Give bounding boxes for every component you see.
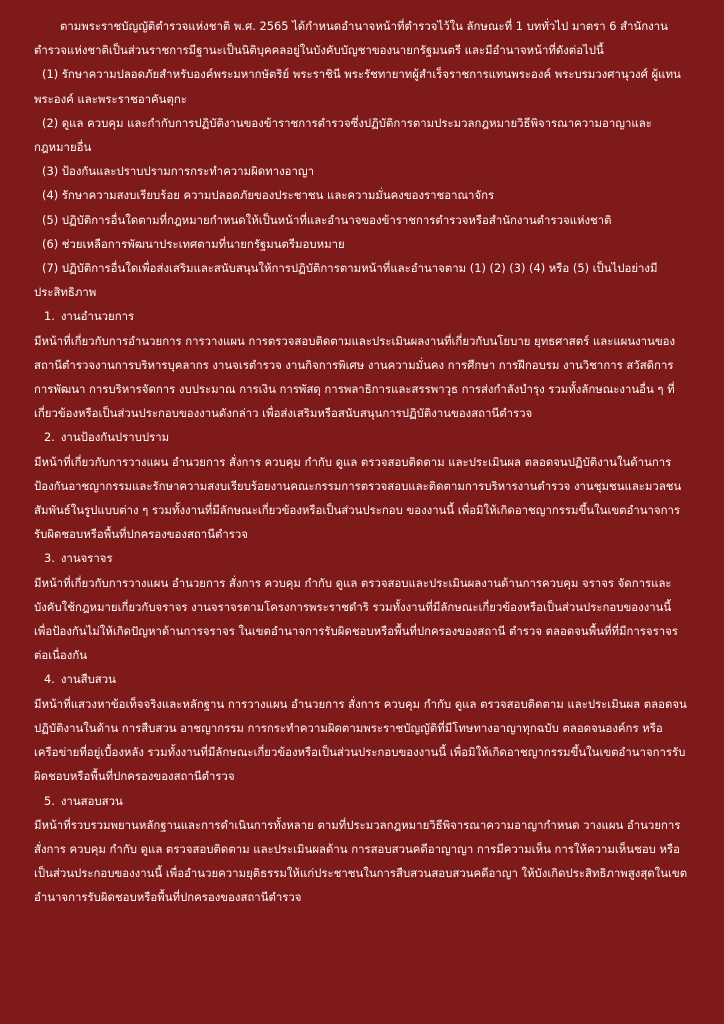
section-body-1: มีหน้าที่เกี่ยวกับการอำนวยการ การวางแผน การตรวจสอบติดตามและประเมินผลงานที่เกี่ยวกับนโยบาย ยุทธศาสตร์ และแผนงานของสถานีตำรวจงานการบริหารบุคลากร งานจเรตำรวจ งานกิจการพิเศษ งานความมั่นคง การศึกษา การฝึกอบรม งานวิชาการ สวัสดิการ การพัฒนา การบริหารจัดการ งบประมาณ การเงิน การพัสดุ การพลาธิการและสรรพาวุธ การส่งกำลังบำรุง รวมทั้งลักษณะงานอื่น ๆ ที่เกี่ยวข้องหรือเป็นส่วนประกอบของงานดังกล่าว เพื่อส่งเสริมหรือสนับสนุนการปฏิบัติงานของสถานีตำรวจ: [34, 333, 676, 421]
section-number: 5.: [44, 793, 55, 808]
duty-item-6: (6) ช่วยเหลือการพัฒนาประเทศตามที่นายกรัฐมนตรีมอบหมาย: [42, 236, 345, 251]
section-body-3: มีหน้าที่เกี่ยวกับการวางแผน อำนวยการ สั่งการ ควบคุม กำกับ ดูแล ตรวจสอบและประเมินผลงานด้านการควบคุม จราจร จัดการและบังคับใช้กฎหมายเกี่ยวกับจราจร งานจราจรตามโครงการพระราชดำริ รวมทั้งงานที่มีลักษณะเกี่ยวข้องหรือเป็นส่วนประกอบของงานนี้ เพื่อป้องกันไม่ให้เกิดปัญหาด้านการจราจร ในเขตอำนาจการรับผิดชอบหรือพื้นที่ปกครองของสถานี ตำรวจ ตลอดจนพื้นที่ที่มีการจราจรต่อเนื่องกัน: [34, 575, 678, 663]
section-heading-1: [34, 304, 690, 328]
section-number: 4.: [44, 672, 55, 687]
section-title: งานสอบสวน: [60, 793, 123, 808]
duty-item-1: (1) รักษาความปลอดภัยสำหรับองค์พระมหากษัตริย์ พระราชินี พระรัชทายาทผู้สำเร็จราชการแทนพระองค์ พระบรมวงศานุวงศ์ ผู้แทนพระองค์ และพระราชอาคันตุกะ: [34, 67, 681, 106]
section-heading-5: [34, 789, 690, 813]
section-number: 1.: [44, 309, 55, 324]
intro-paragraph: ตามพระราชบัญญัติตำรวจแห่งชาติ พ.ศ. 2565 ได้กำหนดอำนาจหน้าที่ตำรวจไว้ใน ลักษณะที่ 1 บททั่วไป มาตรา 6 สำนักงานตำรวจแห่งชาติเป็นส่วนราชการมีฐานะเป็นนิติบุคคลอยู่ในบังคับบัญชาของนายกรัฐมนตรี และมีอำนาจหน้าที่ดังต่อไปนี้: [34, 19, 668, 58]
section-title: งานอำนวยการ: [60, 309, 135, 324]
section-heading-4: [34, 667, 690, 691]
section-heading-2: [34, 425, 690, 449]
duty-item-5: (5) ปฏิบัติการอื่นใดตามที่กฎหมายกำหนดให้เป็นหน้าที่และอำนาจของข้าราชการตำรวจหรือสำนักงานตำรวจแห่งชาติ: [42, 212, 612, 227]
section-body-5: มีหน้าที่รวบรวมพยานหลักฐานและการดำเนินการทั้งหลาย ตามที่ประมวลกฎหมายวิธีพิจารณาความอาญากำหนด วางแผน อำนวยการ สั่งการ ควบคุม กำกับ ดูแล ตรวจสอบติดตาม และประเมินผลด้าน การสอบสวนคดีอาญาญา การมีความเห็น การให้ความเห็นชอบ หรือเป็นส่วนประกอบของงานนี้ เพื่ออำนวยความยุติธรรมให้แก่ประชาชนในการสืบสวนสอบสวนคดีอาญา ให้บังเกิดประสิทธิภาพสูงสุดในเขตอำนาจการรับผิดชอบหรือพื้นที่ปกครองของสถานีตำรวจ: [34, 817, 688, 905]
section-title: งานจราจร: [60, 551, 113, 566]
section-title: งานป้องกันปราบปราม: [60, 430, 170, 445]
section-body-2: มีหน้าที่เกี่ยวกับการวางแผน อำนวยการ สั่งการ ควบคุม กำกับ ดูแล ตรวจสอบติดตาม และประเมินผล ตลอดจนปฏิบัติงานในด้านการป้องกันอาชญากรรมและรักษาความสงบเรียบร้อยงานคณะกรรมการตรวจสอบและติดตามการบริหารงานตำรวจ งานชุมชนและมวลชนสัมพันธ์ในรูปแบบต่าง ๆ รวมทั้งงานที่มีลักษณะเกี่ยวข้องหรือเป็นส่วนประกอบ ของงานนี้ เพื่อมิให้เกิดอาชญากรรมขึ้นในเขตอำนาจการรับผิดชอบหรือพื้นที่ปกครองของสถานีตำรวจ: [34, 454, 682, 542]
section-number: 2.: [44, 430, 55, 445]
duty-item-3: (3) ป้องกันและปราบปรามการกระทำความผิดทางอาญา: [42, 164, 314, 179]
section-title: งานสืบสวน: [60, 672, 116, 687]
duty-item-7: (7) ปฏิบัติการอื่นใดเพื่อส่งเสริมและสนับสนุนให้การปฏิบัติการตามหน้าที่และอำนาจตาม (1) (2) (3) (4) หรือ (5) เป็นไปอย่างมีประสิทธิภาพ: [34, 261, 658, 300]
section-heading-3: [34, 546, 690, 570]
duty-item-2: (2) ดูแล ควบคุม และกำกับการปฏิบัติงานของข้าราชการตำรวจซึ่งปฏิบัติการตามประมวลกฎหมายวิธีพิจารณาความอาญาและกฎหมายอื่น: [34, 115, 652, 155]
duty-item-4: (4) รักษาความสงบเรียบร้อย ความปลอดภัยของประชาชน และความมั่นคงของราชอาณาจักร: [42, 188, 495, 203]
section-number: 3.: [44, 551, 55, 566]
section-body-4: มีหน้าที่แสวงหาข้อเท็จจริงและหลักฐาน การวางแผน อำนวยการ สั่งการ ควบคุม กำกับ ดูแล ตรวจสอบติดตาม และประเมินผล ตลอดจน ปฏิบัติงานในด้าน การสืบสวน อาชญากรรม การกระทำความผิดตามพระราชบัญญัติที่มีโทษทางอาญาทุกฉบับ ตลอดจนองค์กร หรือ เครือข่ายที่อยู่เบื้องหลัง รวมทั้งงานที่มีลักษณะเกี่ยวข้องหรือเป็นส่วนประกอบของงานนี้ เพื่อมิให้เกิดอาชญากรรมขึ้นในเขตอำนาจการรับผิดชอบหรือพื้นที่ปกครองของสถานีตำรวจ: [34, 696, 687, 784]
